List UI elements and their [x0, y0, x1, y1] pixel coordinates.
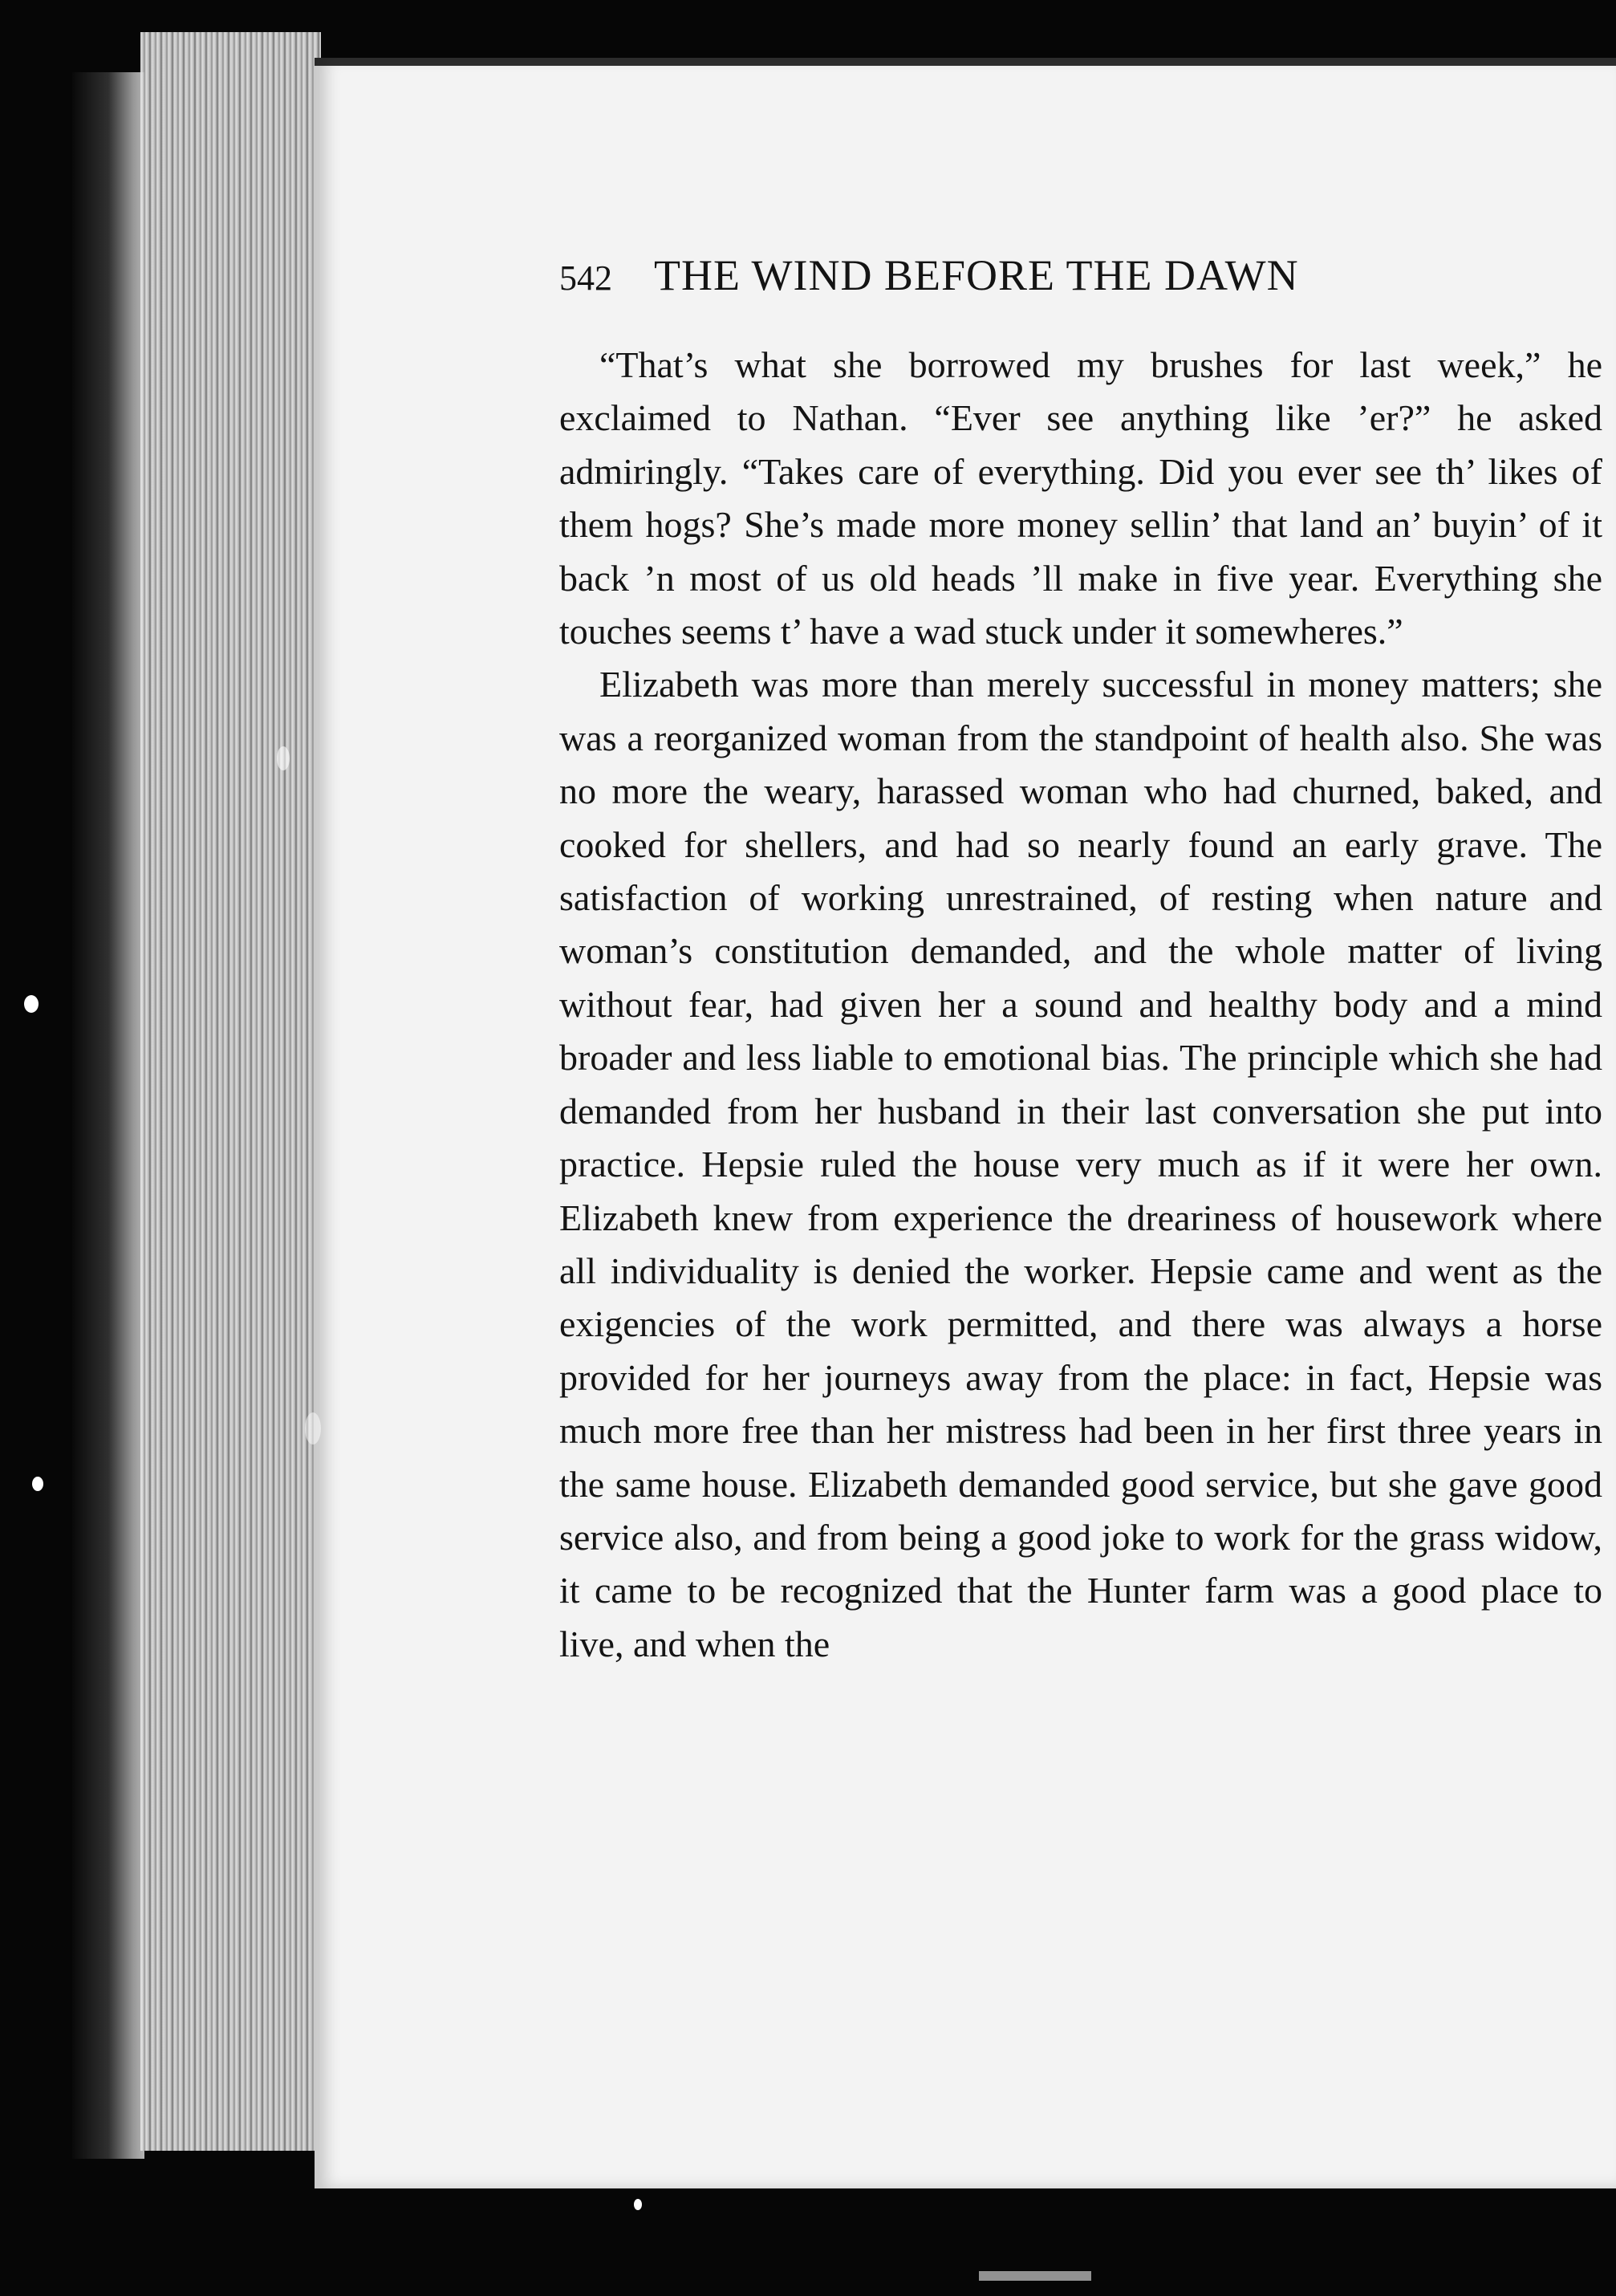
spine-shadow	[72, 72, 144, 2159]
page-content	[559, 250, 1602, 1671]
scan-speck	[24, 995, 39, 1013]
scan-artifact	[979, 2271, 1091, 2281]
paragraph: Elizabeth was more than merely successful in money matters; she was a reorganized woman from the standpoint of health also. She was no more the weary, harassed woman who had churned, baked, and cooked for shellers, and had so nearly found an early grave. The satisfaction of working unrestrained, of resting when nature and woman’s constitution demanded, and the whole matter of living without fear, had given her a sound and healthy body and a mind broader and less liable to emotional bias. The principle which she had demanded from her husband in their last conversation she put into practice. Hepsie ruled the house very much as if it were her own. Elizabeth knew from experience the dreariness of housework where all individuality is denied the worker. Hepsie came and went as the exigencies of the work permitted, and there was always a horse provided for her journeys away from the place: in fact, Hepsie was much more free than her mistress had been in her first three years in the same house. Elizabeth demanded good service, but she gave good service also, and from being a good joke to work for the grass widow, it came to be recognized that the Hunter farm was a good place to live, and when the	[559, 664, 1602, 1664]
scan-speck	[305, 1412, 321, 1445]
page-edges	[140, 32, 321, 2151]
running-head	[559, 250, 1602, 339]
paragraph: “That’s what she borrowed my brushes for last week,” he exclaimed to Nathan. “Ever see anything like ’er?” he asked admiringly. “Takes care of everything. Did you ever see th’ likes of them hogs? She’s made more money sellin’ that land an’ buyin’ of it back ’n most of us old heads ’ll make in five year. Everything she touches seems t’ have a wad stuck under it somewheres.”	[559, 344, 1602, 652]
running-title: THE WIND BEFORE THE DAWN	[654, 251, 1299, 299]
body-text	[559, 339, 1602, 1671]
page-number: 542	[559, 258, 612, 298]
scan-speck	[32, 1477, 43, 1491]
page	[315, 58, 1616, 2188]
scan-speck	[277, 746, 290, 770]
page-top-edge	[315, 58, 1616, 66]
scan-speck	[634, 2199, 642, 2210]
